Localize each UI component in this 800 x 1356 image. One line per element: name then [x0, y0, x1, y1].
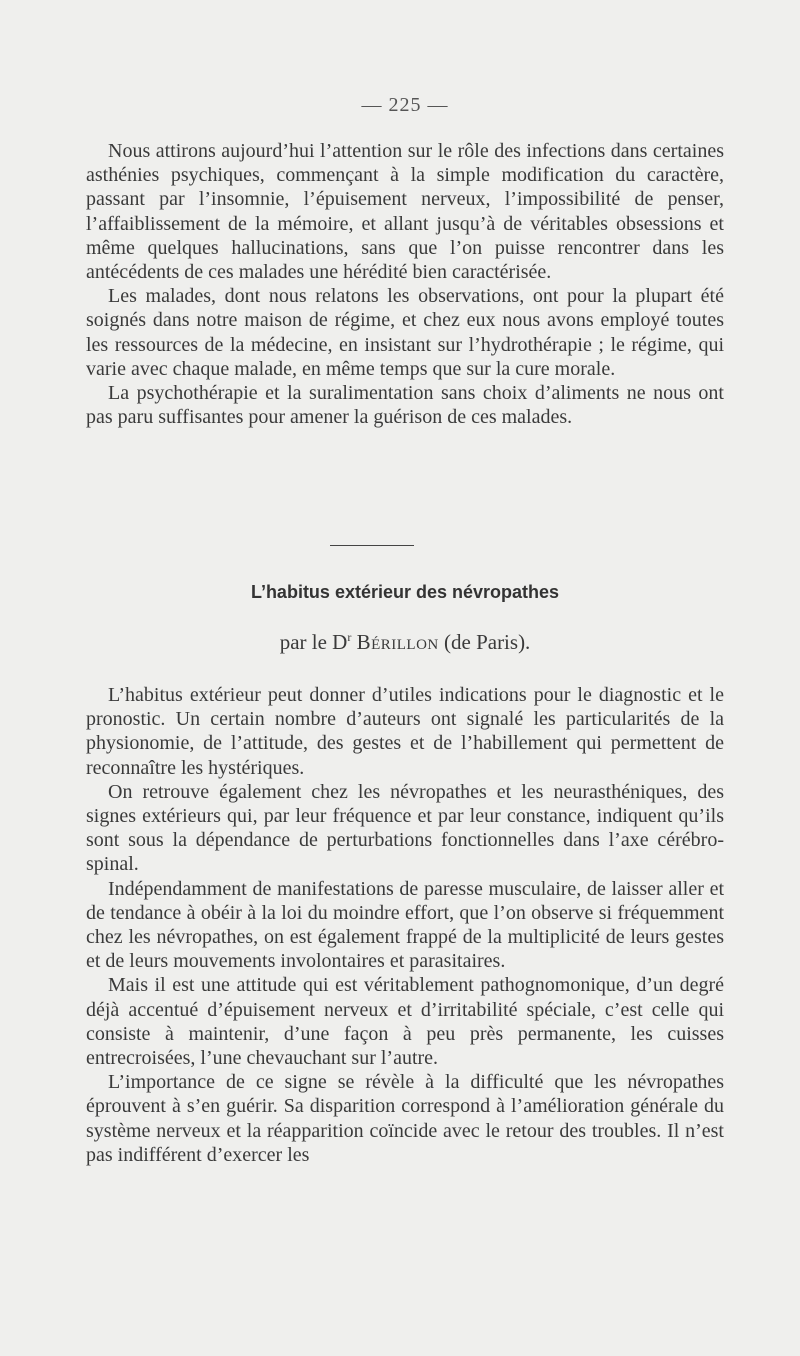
article-byline [86, 630, 724, 655]
section-divider [330, 545, 414, 546]
paragraph: L’importance de ce signe se révèle à la difficulté que les névropathes éprouvent à s’en guérir. Sa disparition correspond à l’amélioration générale du système nerveux et la réapparition coïncide avec le retour des troubles. Il n’est pas indifférent d’exercer les [86, 1071, 724, 1166]
paragraph: La psychothérapie et la suralimentation sans choix d’aliments ne nous ont pas paru suffisantes pour amener la guérison de ces malades. [86, 382, 724, 429]
byline-prefix: par le D [279, 630, 348, 654]
byline-suffix: (de Paris). [444, 630, 531, 654]
page-number: — 225 — [361, 94, 449, 116]
paragraph: Nous attirons aujourd’hui l’attention sur le rôle des infections dans certaines asthénies psychiques, commençant à la simple modification du caractère, passant par l’insomnie, l’épuisement nerveux, l’impossibilité de penser, l’affaiblissement de la mémoire, et allant jusqu’à de véritables obsessions et même quelques hallucinations, sans que l’on puisse rencontrer dans les antécédents de ces malades une hérédité bien caractérisée. [86, 140, 724, 284]
intro-section [86, 139, 724, 429]
article-body [86, 683, 724, 1167]
paragraph: L’habitus extérieur peut donner d’utiles indications pour le diagnostic et le pronostic. Un certain nombre d’auteurs ont signalé les particularités de la physionomie, de l’attitude, des gestes et de l’habillement qui permettent de reconnaître les hystériques. [86, 684, 724, 779]
paragraph: Indépendamment de manifestations de paresse musculaire, de laisser aller et de tendance à obéir à la loi du moindre effort, que l’on observe si fréquemment chez les névropathes, on est également frappé de la multiplicité de leurs gestes et de leurs mouvements involontaires et parasitaires. [86, 877, 724, 973]
paragraph: Les malades, dont nous relatons les observations, ont pour la plupart été soignés dans notre maison de régime, et chez eux nous avons employé toutes les ressources de la médecine, en insistant sur l’hydrothérapie ; le régime, qui varie avec chaque malade, en même temps que sur la cure morale. [86, 285, 724, 380]
byline-sup: r [347, 630, 352, 644]
paragraph: Mais il est une attitude qui est véritablement pathognomonique, d’un degré déjà accentué d’épuisement nerveux et d’irritabilité spéciale, c’est celle qui consiste à maintenir, d’une façon à peu près permanente, les cuisses entrecroisées, l’une chevauchant sur l’autre. [86, 974, 724, 1070]
paragraph: On retrouve également chez les névropathes et les neurasthéniques, des signes extérieurs qui, par leur fréquence et par leur constance, indiquent qu’ils sont sous la dépendance de perturbations fonctionnelles dans l’axe cérébro-spinal. [86, 780, 724, 876]
article-title: L’habitus extérieur des névropathes [250, 582, 560, 602]
author-name: Bérillon [356, 630, 439, 654]
